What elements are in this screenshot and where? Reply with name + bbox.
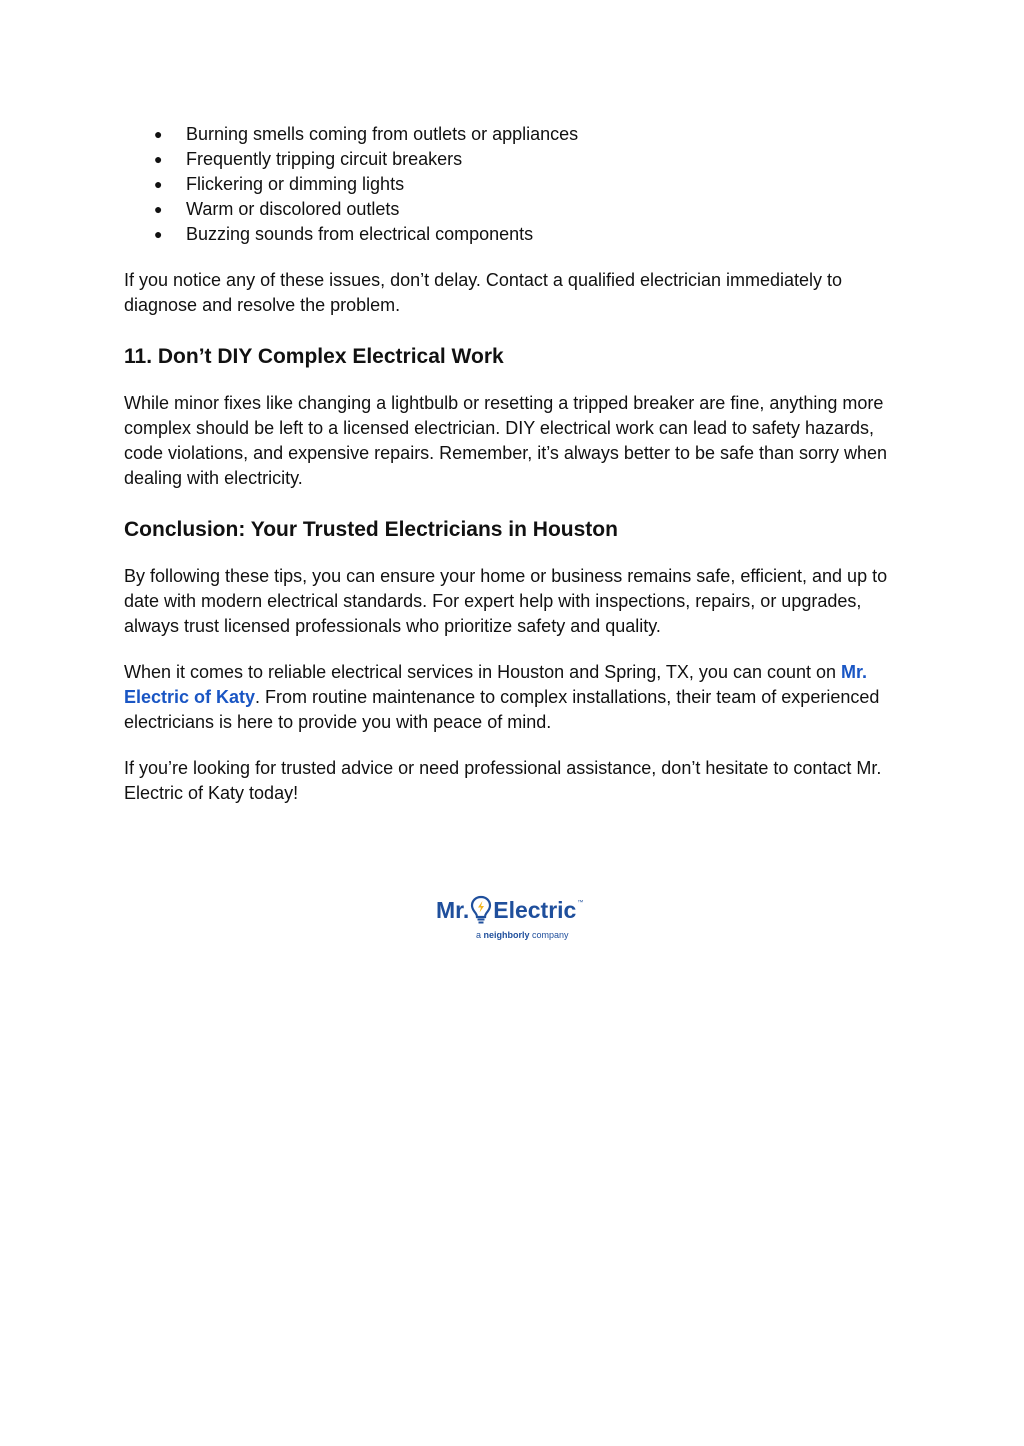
- list-item-text: Frequently tripping circuit breakers: [186, 149, 463, 169]
- list-item-text: Warm or discolored outlets: [186, 199, 400, 219]
- bullet-icon: ●: [154, 126, 163, 142]
- conclusion-paragraph-1: By following these tips, you can ensure your home or business remains safe, efficient, and up to date with modern electrical standards. For expert help with inspections, repairs, or upgrades, always trust licensed professionals who prioritize safety and quality.: [124, 566, 888, 636]
- warning-signs-list: [124, 122, 894, 247]
- bullet-icon: ●: [154, 176, 163, 192]
- list-item-text: Buzzing sounds from electrical components: [186, 224, 534, 244]
- logo-wordmark: [436, 893, 583, 925]
- intro-paragraph: If you notice any of these issues, don’t delay. Contact a qualified electrician immediately to diagnose and resolve the problem.: [124, 270, 843, 315]
- logo-tagline: [476, 930, 569, 940]
- trademark-symbol: ™: [577, 900, 584, 906]
- bullet-icon: ●: [154, 151, 163, 167]
- tagline-suffix: company: [529, 930, 569, 940]
- conclusion-paragraph-3: If you’re looking for trusted advice or need professional assistance, don’t hesitate to contact Mr. Electric of Katy today!: [124, 758, 882, 803]
- mr-electric-katy-link[interactable]: Mr. Electric of Katy: [124, 662, 868, 707]
- tagline-brand: neighborly: [483, 930, 530, 940]
- conclusion-paragraph-2: [124, 660, 894, 735]
- section-11-heading: 11. Don’t DIY Complex Electrical Work: [124, 345, 504, 368]
- section-11-paragraph: While minor fixes like changing a lightbulb or resetting a tripped breaker are fine, anything more complex should be left to a licensed electrician. DIY electrical work can lead to safety hazards, code violations, and expensive repairs. Remember, it’s always better to be safe than sorry when dealing with electricity.: [124, 393, 888, 488]
- logo-text-electric: Electric: [493, 897, 577, 923]
- logo-text-mr: Mr.: [436, 897, 470, 923]
- list-item-text: Flickering or dimming lights: [186, 174, 405, 194]
- bullet-icon: ●: [154, 201, 163, 217]
- bullet-icon: ●: [154, 226, 163, 242]
- list-item: [124, 222, 894, 247]
- lightbulb-icon: [470, 895, 492, 925]
- list-item: [124, 122, 894, 147]
- tagline-prefix: a: [476, 930, 484, 940]
- conclusion-heading: Conclusion: Your Trusted Electricians in Houston: [124, 518, 618, 541]
- paragraph-text: When it comes to reliable electrical services in Houston and Spring, TX, you can count on: [124, 662, 842, 682]
- list-item: [124, 172, 894, 197]
- list-item: [124, 147, 894, 172]
- list-item: [124, 197, 894, 222]
- paragraph-text: . From routine maintenance to complex installations, their team of experienced electricians is here to provide you with peace of mind.: [124, 687, 880, 732]
- list-item-text: Burning smells coming from outlets or appliances: [186, 124, 579, 144]
- mr-electric-logo: [436, 893, 596, 943]
- document-page: [124, 122, 894, 806]
